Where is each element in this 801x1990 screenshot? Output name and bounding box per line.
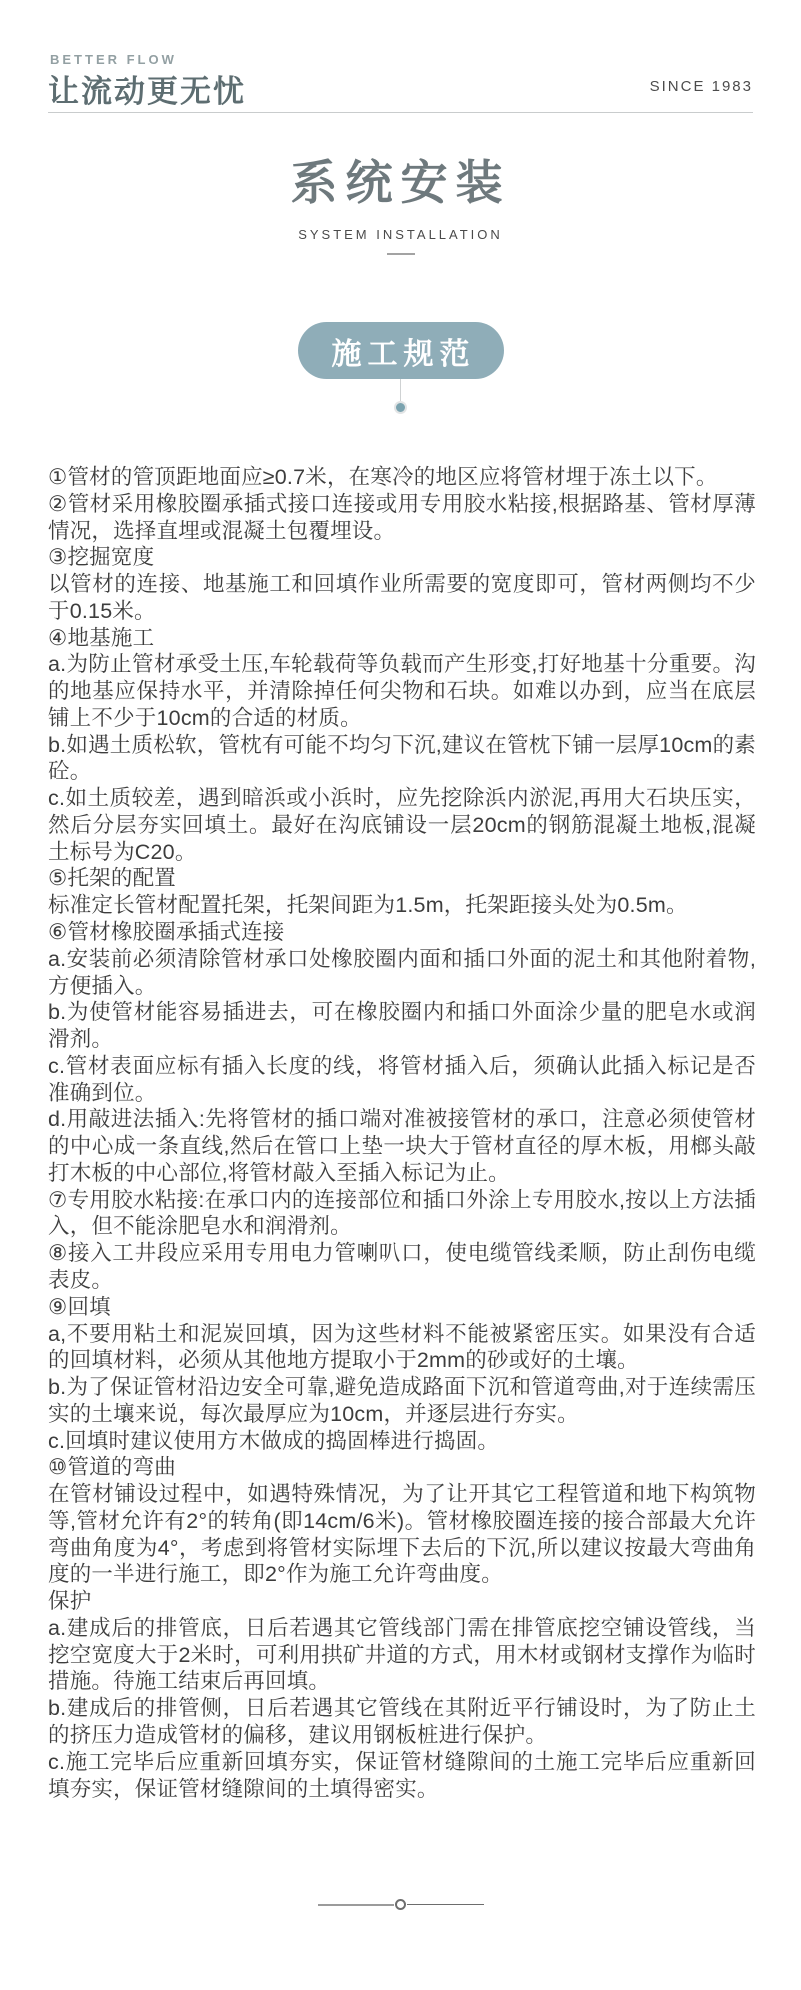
spec-paragraph: 标准定长管材配置托架，托架间距为1.5m，托架距接头处为0.5m。 <box>48 893 688 918</box>
section-badge-wrap <box>0 322 801 414</box>
spec-paragraph: a,不要用粘土和泥炭回填，因为这些材料不能被紧密压实。如果没有合适的回填材料，必须从其他地方提取小于2mm的砂或好的土壤。 <box>48 1321 756 1373</box>
spec-paragraph: 以管材的连接、地基施工和回填作业所需要的宽度即可，管材两侧均不少于0.15米。 <box>48 572 756 623</box>
spec-paragraph: ②管材采用橡胶圈承插式接口连接或用专用胶水粘接,根据路基、管材厚薄情况，选择直埋或混凝土包覆埋设。 <box>48 491 756 543</box>
brand-logo-text: 让流动更无忧 <box>48 74 246 109</box>
brand-tagline: BETTER FLOW <box>50 52 177 67</box>
badge-connector-line <box>400 379 401 401</box>
footer-circle-icon <box>395 1899 406 1910</box>
spec-paragraph: c.回填时建议使用方木做成的捣固棒进行捣固。 <box>48 1428 500 1453</box>
spec-paragraph: d.用敲进法插入:先将管材的插口端对准被接管材的承口，注意必须使管材的中心成一条直线,然后在管口上垫一块大于管材直径的厚木板，用榔头敲打木板的中心部位,将管材敲入至插入标记为止。 <box>48 1107 756 1185</box>
spec-paragraph: c.管材表面应标有插入长度的线，将管材插入后，须确认此插入标记是否准确到位。 <box>48 1053 756 1105</box>
page-subtitle: SYSTEM INSTALLATION <box>298 227 503 242</box>
spec-paragraph: ⑧接入工井段应采用专用电力管喇叭口，使电缆管线柔顺，防止刮伤电缆表皮。 <box>48 1241 756 1292</box>
spec-paragraph: c.如土质较差，遇到暗浜或小浜时，应先挖除浜内淤泥,再用大石块压实，然后分层夯实回填土。最好在沟底铺设一层20cm的钢筋混凝土地板,混凝土标号为C20。 <box>48 786 756 864</box>
header <box>48 0 753 113</box>
spec-paragraph: a.为防止管材承受土压,车轮载荷等负载而产生形变,打好地基十分重要。沟的地基应保持水平，并清除掉任何尖物和石块。如难以办到，应当在底层铺上不少于10cm的合适的材质。 <box>48 652 756 730</box>
spec-paragraph: 保护 <box>48 1589 92 1614</box>
spec-paragraph: b.建成后的排管侧，日后若遇其它管线在其附近平行铺设时，为了防止土的挤压力造成管材的偏移，建议用钢板桩进行保护。 <box>48 1696 756 1747</box>
spec-paragraph: a.安装前必须清除管材承口处橡胶圈内面和插口外面的泥土和其他附着物,方便插入。 <box>48 946 756 998</box>
spec-paragraph: 在管材铺设过程中，如遇特殊情况，为了让开其它工程管道和地下构筑物等,管材允许有2°的转角(即14cm/6米)。管材橡胶圈连接的接合部最大允许弯曲角度为4°，考虑到将管材实际埋下去后的下沉,所以建议按最大弯曲角度的一半进行施工，即2°作为施工允许弯曲度。 <box>48 1482 756 1587</box>
spec-paragraph: b.为使管材能容易插进去，可在橡胶圈内和插口外面涂少量的肥皂水或润滑剂。 <box>48 1000 756 1052</box>
footer-line-right <box>407 1904 484 1906</box>
spec-paragraph: ⑨回填 <box>48 1294 111 1319</box>
brand-since-label: SINCE 1983 <box>649 78 753 95</box>
footer-line-left <box>318 1904 394 1906</box>
page-title: 系统安装 <box>290 156 511 209</box>
spec-paragraph: ④地基施工 <box>48 625 155 650</box>
spec-paragraph: ⑩管道的弯曲 <box>48 1455 176 1480</box>
title-dash-divider <box>387 253 415 255</box>
spec-paragraph: ⑥管材橡胶圈承插式连接 <box>48 920 285 945</box>
spec-paragraph: ①管材的管顶距地面应≥0.7米，在寒冷的地区应将管材埋于冻土以下。 <box>48 465 718 489</box>
section-badge: 施工规范 <box>298 322 504 379</box>
spec-paragraph: a.建成后的排管底，日后若遇其它管线部门需在排管底挖空铺设管线，当挖空宽度大于2米时，可利用拱矿井道的方式，用木材或钢材支撑作为临时措施。待施工结束后再回填。 <box>48 1615 756 1694</box>
title-section <box>0 146 801 255</box>
spec-paragraph: ③挖掘宽度 <box>48 545 155 570</box>
spec-paragraph: ⑤托架的配置 <box>48 866 176 891</box>
spec-paragraph: b.为了保证管材沿边安全可靠,避免造成路面下沉和管道弯曲,对于连续需压实的土壤来说，每次最厚应为10cm，并逐层进行夯实。 <box>48 1375 756 1426</box>
badge-connector-dot <box>394 401 407 414</box>
footer-ornament <box>0 1899 801 1910</box>
spec-paragraph: b.如遇土质松软，管枕有可能不均匀下沉,建议在管枕下铺一层厚10cm的素砼。 <box>48 732 756 784</box>
spec-text-block <box>48 464 756 1802</box>
spec-paragraph: c.施工完毕后应重新回填夯实，保证管材缝隙间的土施工完毕后应重新回填夯实，保证管材缝隙间的土填得密实。 <box>48 1749 756 1801</box>
spec-paragraph: ⑦专用胶水粘接:在承口内的连接部位和插口外涂上专用胶水,按以上方法插入，但不能涂肥皂水和润滑剂。 <box>48 1187 756 1239</box>
